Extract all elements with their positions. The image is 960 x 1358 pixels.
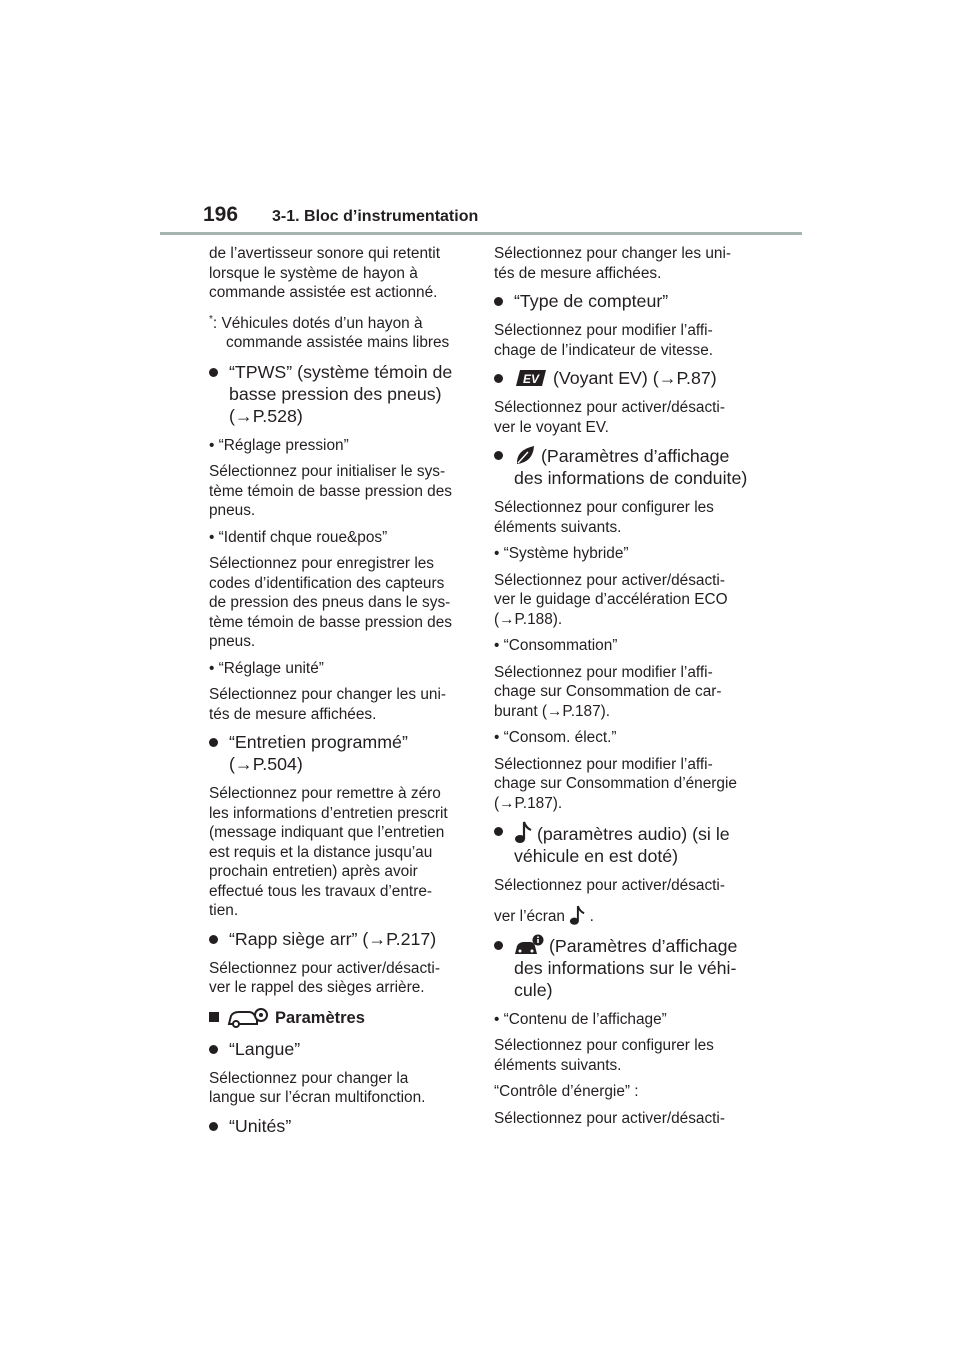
consommation-item: • “Consommation” bbox=[494, 637, 618, 654]
voyant-ev-desc: Sélectionnez pour activer/désacti- ver le voyant EV. bbox=[494, 399, 725, 436]
unites-desc: Sélectionnez pour changer les uni- tés de mesure affichées. bbox=[494, 245, 731, 282]
voyant-ev-heading bbox=[494, 367, 749, 389]
bullet-dot bbox=[209, 935, 218, 944]
bullet-dot bbox=[494, 827, 503, 836]
square-bullet bbox=[209, 1012, 219, 1022]
bullet-dot bbox=[494, 451, 503, 460]
header-rule bbox=[160, 232, 802, 235]
bullet-dot bbox=[209, 1122, 218, 1131]
type-compteur-desc: Sélectionnez pour modifier l’affi- chage de l’indicateur de vitesse. bbox=[494, 322, 714, 359]
bullet-dot bbox=[209, 1045, 218, 1054]
voyant-ev-heading-text: (Voyant EV) (→P.87) bbox=[552, 368, 717, 388]
langue-desc: Sélectionnez pour changer la langue sur l’écran multifonction. bbox=[209, 1069, 426, 1107]
entretien-desc: Sélectionnez pour remettre à zéro les informations d’entretien prescrit (message indiquant que l’entretien est requis et la distance jusqu’au prochain entretien) après avoir effectué tous les travaux d’entre- tien. bbox=[209, 785, 448, 920]
rapp-heading bbox=[209, 928, 464, 950]
consommation-desc: Sélectionnez pour modifier l’affi- chage sur Consommation de car- burant (→P.187). bbox=[494, 663, 722, 720]
identif-desc: Sélectionnez pour enregistrer les codes d’identification des capteurs de pression des pneus dans le sys- tème témoin de basse pression des pneus. bbox=[209, 555, 452, 651]
controle-item: “Contrôle d’énergie” : bbox=[494, 1083, 639, 1100]
audio-desc-line bbox=[494, 903, 749, 927]
consom-elect-desc: Sélectionnez pour modifier l’affi- chage sur Consommation d’énergie (→P.187). bbox=[494, 755, 737, 812]
vehicule-heading bbox=[494, 934, 749, 1001]
eco-leaf-icon bbox=[514, 444, 536, 466]
langue-heading bbox=[209, 1038, 464, 1060]
ev-badge-icon bbox=[514, 368, 548, 388]
bullet-dot bbox=[494, 297, 503, 306]
reglage-unite-desc: Sélectionnez pour changer les uni- tés de mesure affichées. bbox=[209, 686, 446, 723]
rapp-desc: Sélectionnez pour activer/désacti- ver le rappel des sièges arrière. bbox=[209, 959, 440, 997]
footnote bbox=[209, 310, 464, 353]
section-title: 3-1. Bloc d’instrumentation bbox=[272, 208, 479, 225]
parametres-heading-text: Paramètres bbox=[275, 1008, 365, 1027]
bullet-dot bbox=[209, 368, 218, 377]
controle-desc: Sélectionnez pour activer/désacti- bbox=[494, 1109, 725, 1127]
conduite-desc: Sélectionnez pour configurer les éléments suivants. bbox=[494, 499, 714, 536]
hybride-desc: Sélectionnez pour activer/désacti- ver le guidage d’accélération ECO (→P.188). bbox=[494, 571, 728, 628]
left-column bbox=[209, 244, 464, 1146]
reglage-unite-item: • “Réglage unité” bbox=[209, 659, 324, 677]
svg-text:EV: EV bbox=[522, 372, 540, 386]
audio-desc-1: Sélectionnez pour activer/désacti- bbox=[494, 877, 725, 894]
unites-heading-text: “Unités” bbox=[229, 1115, 292, 1136]
unites-heading bbox=[209, 1115, 464, 1137]
conduite-heading-text: (Paramètres d’affichage des informations de conduite) bbox=[514, 446, 748, 488]
page-number: 196 bbox=[203, 203, 239, 226]
intro-text: de l’avertisseur sonore qui retentit lorsque le système de hayon à commande assistée est actionné. bbox=[209, 245, 440, 301]
car-info-icon bbox=[514, 934, 544, 956]
music-note-icon bbox=[569, 903, 585, 927]
audio-desc-2: ver l’écran bbox=[494, 907, 565, 925]
entretien-heading-text: “Entretien programmé” (→P.504) bbox=[229, 732, 408, 775]
type-compteur-heading bbox=[494, 290, 749, 312]
footnote-text: : Véhicules dotés d’un hayon à commande assistée mains libres bbox=[212, 314, 450, 352]
audio-heading bbox=[494, 820, 749, 867]
car-gear-icon bbox=[227, 1006, 271, 1028]
vehicule-heading-text: (Paramètres d’affichage des informations sur le véhi- cule) bbox=[514, 935, 738, 1000]
langue-heading-text: “Langue” bbox=[229, 1038, 301, 1059]
audio-desc-3: . bbox=[589, 907, 594, 925]
consom-elect-item: • “Consom. élect.” bbox=[494, 729, 617, 746]
contenu-desc: Sélectionnez pour configurer les éléments suivants. bbox=[494, 1037, 714, 1074]
entretien-heading bbox=[209, 731, 464, 775]
bullet-dot bbox=[209, 738, 218, 747]
audio-heading-text: (paramètres audio) (si le véhicule en est doté) bbox=[514, 824, 730, 866]
footnote-mark: * bbox=[209, 313, 213, 325]
hybride-item: • “Système hybride” bbox=[494, 545, 629, 562]
reglage-pression-item: • “Réglage pression” bbox=[209, 436, 349, 454]
contenu-item: • “Contenu de l’affichage” bbox=[494, 1010, 667, 1028]
parametres-heading bbox=[209, 1006, 464, 1029]
type-compteur-heading-text: “Type de compteur” bbox=[514, 291, 669, 311]
bullet-dot bbox=[494, 941, 503, 950]
bullet-dot bbox=[494, 374, 503, 383]
tpws-heading-text: “TPWS” (système témoin de basse pression des pneus) (→P.528) bbox=[229, 361, 453, 426]
reglage-pression-desc: Sélectionnez pour initialiser le sys- tème témoin de basse pression des pneus. bbox=[209, 463, 452, 520]
conduite-heading bbox=[494, 444, 749, 489]
rapp-heading-text: “Rapp siège arr” (→P.217) bbox=[229, 928, 437, 949]
tpws-heading bbox=[209, 361, 464, 427]
identif-item: • “Identif chque roue&pos” bbox=[209, 528, 388, 546]
right-column bbox=[494, 244, 749, 1135]
music-note-icon bbox=[514, 820, 532, 844]
